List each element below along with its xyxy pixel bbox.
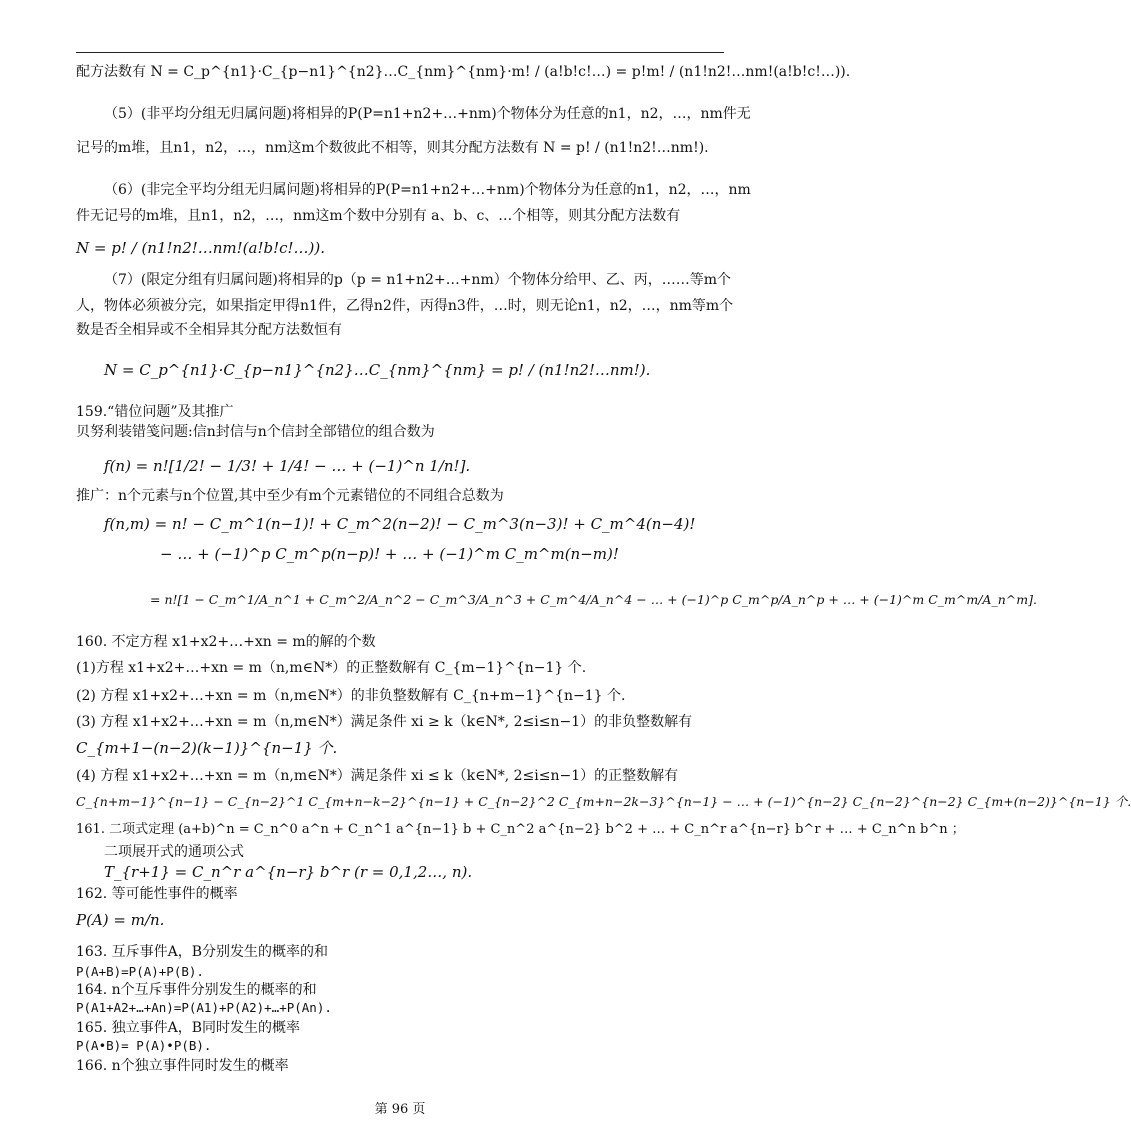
formula-line: P(A1+A2+…+An)=P(A1)+P(A2)+…+P(An).	[76, 1000, 332, 1015]
text-line: 人，物体必须被分完，如果指定甲得n1件，乙得n2件，丙得n3件，…时，则无论n1，n2，…，nm等m个	[76, 298, 734, 314]
text-line: 配方法数有 N = C_p^{n1}·C_{p−n1}^{n2}…C_{nm}^{nm}·m! / (a!b!c!…) = p!m! / (n1!n2!…nm!(a!b!c!…)).	[76, 64, 851, 80]
formula-line: N = C_p^{n1}·C_{p−n1}^{n2}…C_{nm}^{nm} = p! / (n1!n2!…nm!).	[104, 361, 651, 379]
section-heading: 160. 不定方程 x1+x2+…+xn = m的解的个数	[76, 634, 376, 650]
section-heading: 163. 互斥事件A，B分别发生的概率的和	[76, 944, 329, 960]
text-line: （6）(非完全平均分组无归属问题)将相异的P(P=n1+n2+…+nm)个物体分为任意的n1，n2，…，nm	[104, 182, 751, 198]
text-line: （5）(非平均分组无归属问题)将相异的P(P=n1+n2+…+nm)个物体分为任意的n1，n2，…，nm件无	[104, 106, 751, 122]
section-heading: 164. n个互斥事件分别发生的概率的和	[76, 982, 317, 998]
text-line: (4) 方程 x1+x2+…+xn = m（n,m∈N*）满足条件 xi ≤ k（k∈N*, 2≤i≤n−1）的正整数解有	[76, 768, 679, 784]
formula-line: f(n) = n![1/2! − 1/3! + 1/4! − … + (−1)^n 1/n!].	[104, 457, 471, 475]
section-heading: 159.“错位问题”及其推广	[76, 404, 234, 420]
text-line: (3) 方程 x1+x2+…+xn = m（n,m∈N*）满足条件 xi ≥ k（k∈N*, 2≤i≤n−1）的非负整数解有	[76, 714, 693, 730]
text-line: (2) 方程 x1+x2+…+xn = m（n,m∈N*）的非负整数解有 C_{n+m−1}^{n−1} 个.	[76, 688, 626, 704]
section-heading: 161. 二项式定理 (a+b)^n = C_n^0 a^n + C_n^1 a^{n−1} b + C_n^2 a^{n−2} b^2 + … + C_n^r a^{n−r} b^r + … + C_n^n b^n ；	[76, 822, 965, 837]
text-line: 贝努利装错笺问题:信n封信与n个信封全部错位的组合数为	[76, 424, 435, 440]
text-line: 件无记号的m堆，且n1，n2，…，nm这m个数中分别有 a、b、c、…个相等，则其分配方法数有	[76, 208, 681, 224]
formula-line: = n![1 − C_m^1/A_n^1 + C_m^2/A_n^2 − C_m^3/A_n^3 + C_m^4/A_n^4 − … + (−1)^p C_m^p/A_n^p + … + (−1)^m C_m^m/A_n^m].	[150, 592, 1037, 607]
formula-line: C_{m+1−(n−2)(k−1)}^{n−1} 个.	[76, 739, 338, 757]
formula-line: C_{n+m−1}^{n−1} − C_{n−2}^1 C_{m+n−k−2}^{n−1} + C_{n−2}^2 C_{m+n−2k−3}^{n−1} − … + (−1)^{n−2} C_{n−2}^{n−2} C_{m+(n−2)}^{n−1} 个.	[76, 794, 1131, 809]
text-line: （7）(限定分组有归属问题)将相异的p（p = n1+n2+…+nm）个物体分给甲、乙、丙，……等m个	[104, 272, 731, 288]
header-rule	[76, 52, 724, 53]
formula-line: f(n,m) = n! − C_m^1(n−1)! + C_m^2(n−2)! − C_m^3(n−3)! + C_m^4(n−4)!	[104, 515, 696, 533]
text-line: 二项展开式的通项公式	[104, 844, 244, 860]
formula-line: P(A) = m/n.	[76, 911, 165, 929]
section-heading: 162. 等可能性事件的概率	[76, 886, 238, 902]
text-line: 数是否全相异或不全相异其分配方法数恒有	[76, 322, 342, 338]
formula-line: − … + (−1)^p C_m^p(n−p)! + … + (−1)^m C_m^m(n−m)!	[160, 545, 619, 563]
formula-line: P(A+B)=P(A)+P(B).	[76, 964, 204, 979]
formula-line: T_{r+1} = C_n^r a^{n−r} b^r (r = 0,1,2…, n).	[104, 863, 473, 881]
section-heading: 165. 独立事件A，B同时发生的概率	[76, 1020, 301, 1036]
formula-line: N = p! / (n1!n2!…nm!(a!b!c!…)).	[76, 239, 326, 257]
page-number: 第 96 页	[374, 1102, 426, 1117]
text-line: 记号的m堆，且n1，n2，…，nm这m个数彼此不相等，则其分配方法数有 N = p! / (n1!n2!…nm!).	[76, 140, 709, 156]
text-line: (1)方程 x1+x2+…+xn = m（n,m∈N*）的正整数解有 C_{m−1}^{n−1} 个.	[76, 660, 587, 676]
section-heading: 166. n个独立事件同时发生的概率	[76, 1058, 289, 1074]
formula-line: P(A•B)= P(A)•P(B).	[76, 1038, 212, 1053]
text-line: 推广：n个元素与n个位置,其中至少有m个元素错位的不同组合总数为	[76, 488, 504, 504]
